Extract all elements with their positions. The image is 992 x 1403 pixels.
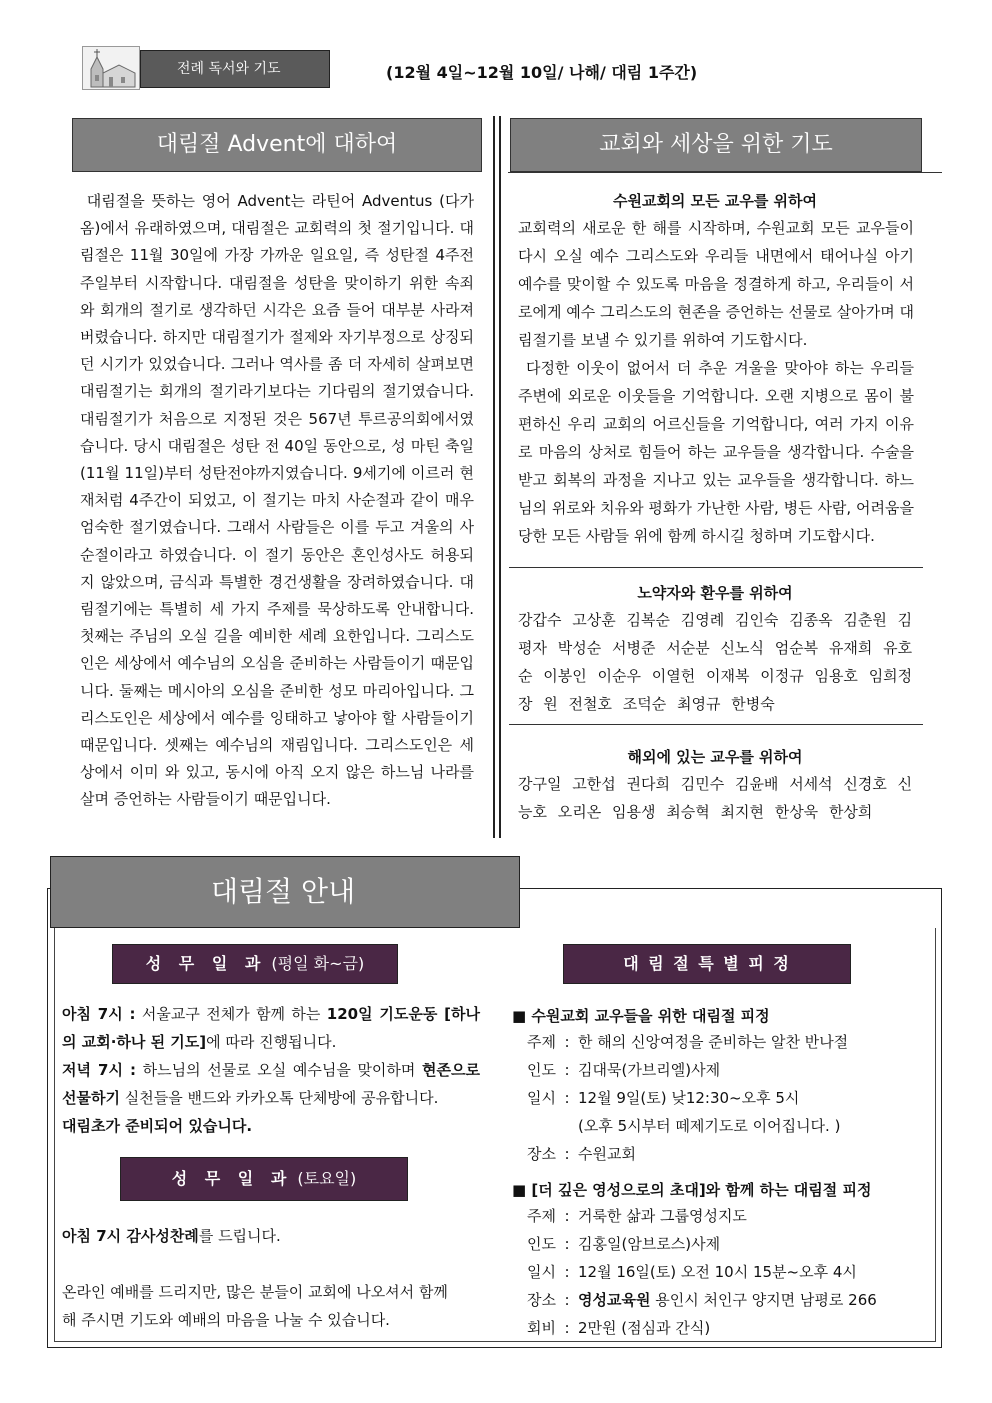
prayer-section-title: 교회와 세상을 위한 기도	[510, 118, 922, 172]
office-label-main: 성 무 일 과	[171, 1169, 293, 1188]
office-label-sub: (평일 화~금)	[271, 954, 365, 973]
evening-office	[62, 1056, 480, 1112]
morning-text-end: 에 따라 진행됩니다.	[206, 1033, 337, 1051]
retreat-1-place: 장소 : 수원교회	[527, 1145, 636, 1163]
column-divider	[493, 116, 495, 838]
evening-text-end: 실천들을 밴드와 카카오톡 단체방에 공유합니다.	[119, 1089, 439, 1107]
advent-article-body	[80, 188, 474, 814]
week-info: (12월 4일~12월 10일/ 나해/ 대림 1주간)	[386, 63, 698, 82]
retreat-2-theme: 주제 : 거룩한 삶과 그룹영성지도	[527, 1207, 747, 1225]
office-label-main: 성 무 일 과	[145, 954, 267, 973]
retreat-1-theme: 주제 : 한 해의 신앙여정을 준비하는 알찬 반나절	[527, 1033, 849, 1051]
candles-note: 대림초가 준비되어 있습니다.	[62, 1117, 253, 1135]
saturday-office-label	[120, 1157, 408, 1201]
section-tab: 전례 독서와 기도	[140, 50, 330, 88]
retreat-2-place: 장소 : 영성교육원 용인시 처인구 양지면 남평로 266	[527, 1291, 877, 1309]
divider	[509, 567, 923, 568]
saturday-eucharist-rest: 를 드립니다.	[198, 1227, 281, 1245]
parish-prayer-para-1: 교회력의 새로운 한 해를 시작하며, 수원교회 모든 교우들이 다시 오실 예수 그리스도와 우리들 내면에서 태어나실 아기 예수를 맞이할 수 있도록 마음을 정결하게 하고, 우리들이 서로에게 예수 그리스도의 현존을 증언하는 선물로 살아가며 대림절기를 보낼 수 있기를 위하여 기도합시다.	[518, 219, 914, 349]
retreat-1-heading: ■ 수원교회 교우들을 위한 대림절 피정	[512, 1007, 770, 1025]
saturday-office-body	[62, 1222, 480, 1334]
morning-label: 아침 7시 :	[62, 1005, 136, 1023]
saturday-eucharist-bold: 아침 7시 감사성찬례	[62, 1227, 199, 1245]
evening-text: 하느님의 선물로 오실 예수님을 맞이하며	[136, 1061, 423, 1079]
morning-text: 서울교구 전체가 함께 하는	[135, 1005, 327, 1023]
elderly-prayer-names: 강갑수 고상훈 김복순 김영례 김인숙 김종옥 김춘원 김평자 박성순 서병준 서순분 신노식 엄순복 유재희 유호순 이봉인 이순우 이열헌 이재복 이정규 임용호 임희정 장 원 전철호 조덕순 최영규 한병숙	[518, 611, 913, 713]
elderly-prayer-heading: 노약자와 환우를 위하여	[637, 584, 793, 602]
retreat-1	[512, 1004, 848, 1168]
special-retreat-label: 대 림 절 특 별 피 정	[563, 944, 851, 984]
retreat-1-date: 일시 : 12월 9일(토) 낮12:30~오후 5시	[527, 1089, 800, 1107]
office-label-sub: (토요일)	[297, 1169, 357, 1188]
retreat-2	[512, 1178, 877, 1342]
advent-guide-title: 대림절 안내	[50, 856, 520, 928]
retreat-2-heading: ■ [더 깊은 영성으로의 초대]와 함께 하는 대림절 피정	[512, 1181, 872, 1199]
online-worship-note: 온라인 예배를 드리지만, 많은 분들이 교회에 나오셔서 함께 해 주시면 기도와 예배의 마음을 나눌 수 있습니다.	[62, 1283, 448, 1329]
advent-article-text: 대림절을 뜻하는 영어 Advent는 라틴어 Adventus (다가옴)에서 유래하였으며, 대림절은 교회력의 첫 절기입니다. 대림절은 11월 30일에 가장 가까운 일요일, 즉 성탄절 4주전 주일부터 시작합니다. 대림절을 성탄을 맞이하기 위한 속죄와 회개의 절기로 생각하던 시각은 요즘 들어 대부분 사라져 버렸습니다. 하지만 대림절기가 절제와 자기부정으로 상징되던 시기가 있었습니다. 그러나 역사를 좀 더 자세히 살펴보면 대림절기는 회개의 절기라기보다는 기다림의 절기였습니다. 대림절기가 처음으로 지정된 것은 567년 투르공의회에서였습니다. 당시 대림절은 성탄 전 40일 동안으로, 성 마틴 축일(11월 11일)부터 성탄전야까지였습니다. 9세기에 이르러 현재처럼 4주간이 되었고, 이 절기는 마치 사순절과 같이 매우 엄숙한 절기였습니다. 그래서 사람들은 이를 두고 겨울의 사순절이라고 하였습니다. 이 절기 동안은 혼인성사도 허용되지 않았으며, 금식과 특별한 경건생활을 장려하였습니다. 대림절기에는 특별히 세 가지 주제를 묵상하도록 안내합니다. 첫째는 주님의 오실 길을 예비한 세례 요한입니다. 그리스도인은 세상에서 예수님의 오심을 준비하는 사람들이기 때문입니다. 둘째는 메시아의 오심을 준비한 성모 마리아입니다. 그리스도인은 세상에서 예수를 잉태하고 낳아야 할 사람들이기 때문입니다. 셋째는 예수님의 재림입니다. 그리스도인은 세상에서 이미 와 있고, 동시에 아직 오지 않은 하느님 나라를 살며 증언하는 사람들이기 때문입니다.	[80, 192, 474, 809]
column-divider	[499, 116, 501, 838]
saturday-eucharist	[62, 1222, 480, 1250]
retreat-1-leader: 인도 : 김대묵(가브리엘)사제	[527, 1061, 721, 1079]
retreat-2-date: 일시 : 12월 16일(토) 오전 10시 15분~오후 4시	[527, 1263, 857, 1281]
morning-office	[62, 1000, 480, 1056]
retreat-2-fee: 회비 : 2만원 (점심과 간식)	[527, 1319, 711, 1337]
weekday-office-body	[62, 1000, 480, 1140]
weekday-office-label	[112, 944, 398, 984]
evening-label: 저녁 7시 :	[62, 1061, 137, 1079]
church-logo	[82, 46, 140, 90]
overseas-prayer-heading: 해외에 있는 교우를 위하여	[627, 748, 803, 766]
parish-prayer-heading: 수원교회의 모든 교우를 위하여	[612, 192, 818, 210]
divider	[509, 724, 923, 725]
advent-article-title: 대림절 Advent에 대하여	[72, 118, 482, 172]
retreat-2-leader: 인도 : 김홍일(암브로스)사제	[527, 1235, 721, 1253]
overseas-prayer-names: 강구일 고한섭 권다희 김민수 김윤배 서세석 신경호 신능호 오리온 임용생 최승혁 최지현 한상욱 한상희	[518, 775, 913, 821]
parish-prayer-para-2: 다정한 이웃이 없어서 더 추운 겨울을 맞아야 하는 우리들 주변에 외로운 이웃들을 기억합니다. 오랜 지병으로 몸이 불편하신 우리 교회의 어르신들을 기억합니다, 여러 가지 이유로 마음의 상처로 힘들어 하는 교우들을 생각합니다. 수술을 받고 회복의 과정을 지나고 있는 교우들을 생각합니다. 하느님의 위로와 치유와 평화가 가난한 사람, 병든 사람, 어려움을 당한 모든 사람들 위에 함께 하시길 청하며 기도합시다.	[518, 359, 914, 545]
retreat-1-date-note: (오후 5시부터 떼제기도로 이어집니다. )	[578, 1117, 841, 1135]
church-icon	[83, 47, 139, 89]
morning-highlight: 120일 기도운동 [하나의 교회·하나 된 기도]	[62, 1005, 480, 1051]
divider	[508, 172, 942, 173]
evening-highlight: 현존으로 선물하기	[62, 1061, 480, 1107]
